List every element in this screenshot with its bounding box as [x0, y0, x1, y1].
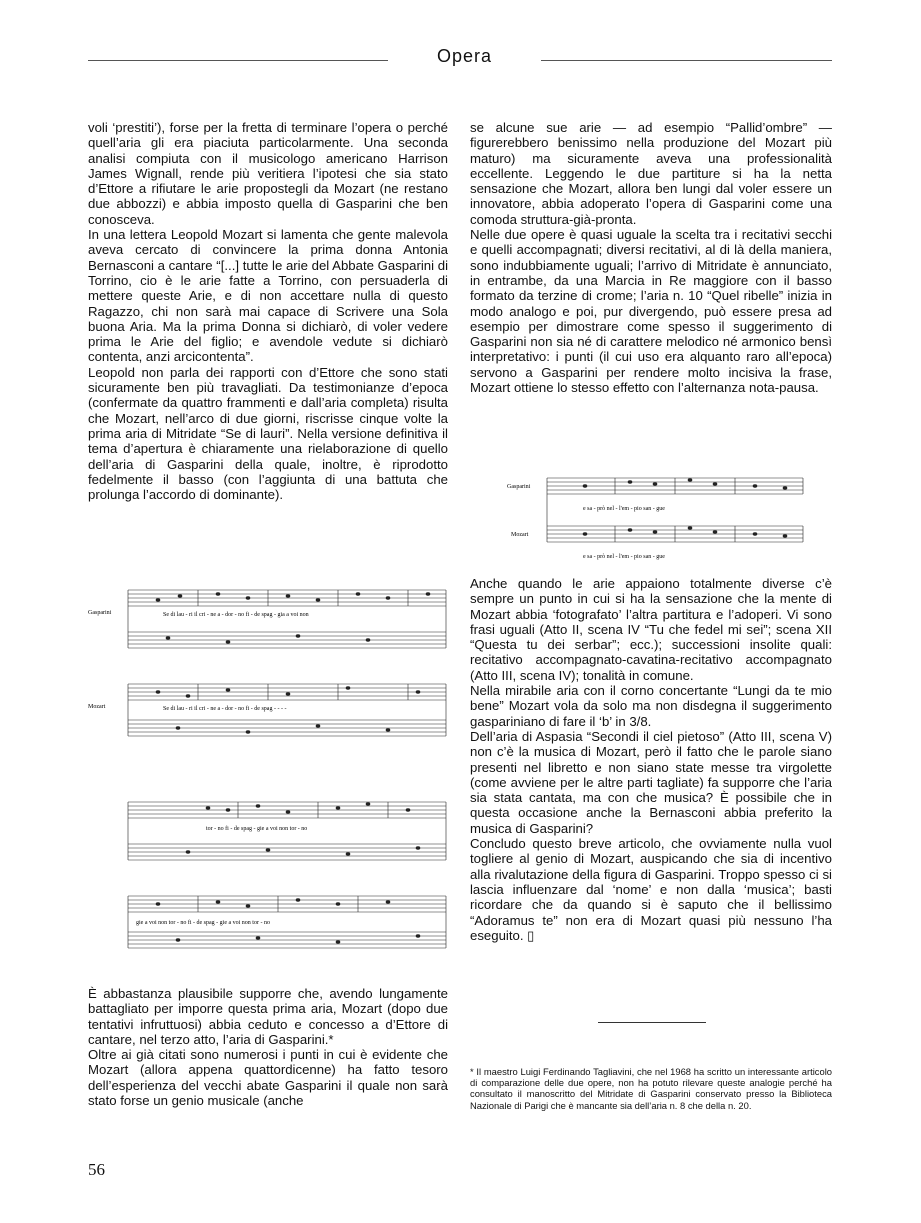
- right-column-bottom-text: [470, 576, 832, 943]
- section-title: Opera: [436, 46, 493, 66]
- right-column-top-text: [470, 120, 832, 395]
- score-lyrics: Se di lau - ri il cri - ne a - dor - no fi - de spag - - - -: [163, 706, 287, 712]
- paragraph: voli ‘prestiti’), forse per la fretta di terminare l’opera o perché quell’aria gli era piaciuta particolarmente. Una seconda analisi compiuta con il musicologo americano Harrison James Wignall, rende più veritiera l’ipotesi che sia stato d’Ettore a rifiutare le arie propostegli da Mozart (ne restano due abbozzi) e abbia imposto quella di Gasparini che ben conosceva.: [88, 120, 448, 227]
- music-score-example-3: [505, 468, 805, 563]
- header-rule-left: [88, 60, 388, 61]
- score-label-mozart: Mozart: [511, 532, 529, 538]
- footnote-divider: [598, 1022, 706, 1023]
- score-lyrics: e sa - prò nel - l'em - pio san - gue: [583, 506, 665, 512]
- paragraph: Nelle due opere è quasi uguale la scelta tra i recitativi secchi e quelli accompagnati; diversi recitativi, al di là della maniera, sono indubbiamente uguali; l’arrivo di Mitridate è annunciato, in entrambe, da una Marcia in Re maggiore con il basso formato da terzine di crome; l’aria n. 10 “Quel ribelle” inizia in modo analogo e poi, pur divergendo, può essere presa ad esempio per dimostrare come spesso il suggerimento di Gasparini non sia né di carattere melodico né armonico bensì interpretativo: i punti (il cui uso era alquanto raro all’epoca) servono a Gasparini per rendere molto incisiva la frase, Mozart ottiene lo stesso effetto con l’alternanza nota-pausa.: [470, 227, 832, 396]
- music-score-example-1: [88, 580, 448, 740]
- page-number: 56: [88, 1160, 105, 1179]
- score-lyrics: e sa - prò nel - l'em - pio san - gue: [583, 554, 665, 560]
- score-label-gasparini: Gasparini: [507, 484, 531, 490]
- paragraph: Anche quando le arie appaiono totalmente diverse c’è sempre un punto in cui si ha la sensazione che la mente di Mozart abbia ‘fotografato’ l’altra partitura e l’adoperi. Vi sono frasi uguali (Atto II, scena IV “Tu che fedel mi sei”; scena XII “Questa tu dei serbar”; ecc.); successioni insolite quali: recitativo accompagnato-cavatina-recitativo accompagnato (Atto III, scena IV); tonalità in comune.: [470, 576, 832, 683]
- staff-lines: [128, 802, 446, 948]
- score-label-gasparini: Gasparini: [88, 610, 112, 616]
- left-column-top-text: [88, 120, 448, 502]
- paragraph: Dell’aria di Aspasia “Secondi il ciel pietoso” (Atto III, scena V) non c’è la musica di Mozart, però il fatto che le parole siano presenti nel libretto e non siano state messe tra virgolette (come avviene per le altre parti tagliate) fa supporre che l’aria sia stata cantata, ma con che musica? È possibile che in questa occasione anche la Bernasconi abbia preferito la musica di Gasparini?: [470, 728, 832, 836]
- paragraph: Nella mirabile aria con il corno concertante “Lungi da te mio bene” Mozart vola da solo ma non disdegna il suggerimento gaspariniano di fare il ‘b’ in 3/8.: [470, 683, 832, 729]
- paragraph: Oltre ai già citati sono numerosi i punti in cui è evidente che Mozart (allora appena quattordicenne) ha fatto tesoro dell’esperienza del vecchi abate Gasparini il quale non sarà stato forse un genio musicale (anche: [88, 1047, 448, 1109]
- paragraph: È abbastanza plausibile supporre che, avendo lungamente battagliato per imporre questa prima aria, Mozart (dopo due tentativi infruttuosi) abbia ceduto e concesso a d’Ettore di cantare, nel terzo atto, l’aria di Gasparini.*: [88, 986, 448, 1047]
- paragraph: Concludo questo breve articolo, che ovviamente nulla vuol togliere al genio di Mozart, auspicando che sia di incentivo alla rivalutazione della figura di Gasparini. Troppo spesso ci si lascia influenzare dal ‘nome’ e non dalla ‘musica’; basti ricordare che da quando si è saputo che il bellissimo “Adoramus te” non era di Mozart quasi più nessuno l’ha eseguito. ▯: [470, 836, 832, 943]
- score-label-mozart: Mozart: [88, 704, 106, 710]
- header-rule-right: [541, 60, 832, 61]
- paragraph: In una lettera Leopold Mozart si lamenta che gente malevola aveva cercato di convincere la prima donna Antonia Bernasconi a cantare “[...] tutte le arie del Abbate Gasparini di Torrino, cio è le arie fatte a Torrino, con persuaderla di mettere queste Arie, e di non accettare nulla di questo Ragazzo, chi non sarà mai capace di Scrivere una Sola buona Aria. Ma la prima Donna si dichiarò, di voler vedere prima le Arie del figlio; e avendole vedute si dichiarò contenta, anzi arcicontenta”.: [88, 227, 448, 365]
- music-score-example-2: [88, 790, 448, 950]
- score-lyrics: tor - no fi - de spag - gie a voi non tor - no: [206, 826, 308, 832]
- score-lyrics: Se di lau - ri il cri - ne a - dor - no fi - de spag - gia a voi non: [163, 612, 309, 618]
- left-column-bottom-text: [88, 986, 448, 1108]
- footnote: * Il maestro Luigi Ferdinando Tagliavini, che nel 1968 ha scritto un interessante articolo di comparazione delle due opere, non ha potuto rilevare queste analogie perché ha consultato il manoscritto del Mitridate di Gasparini conservato presso la Biblioteca Nazionale di Parigi che è mancante sia dell’aria n. 8 che della n. 20.: [470, 1066, 832, 1111]
- score-lyrics: gie a voi non tor - no fi - de spag - gie a voi non tor - no: [136, 920, 270, 926]
- paragraph: Leopold non parla dei rapporti con d’Ettore che sono stati sicuramente ben più travagliati. Da testimonianze d’epoca (confermate da quattro frammenti e dall’aria completa) risulta che Mozart, nell’arco di due giorni, riscrisse cinque volte la prima aria di Mitridate “Se di lauri”. Nella versione definitiva il tema d’apertura è chiaramente una rielaborazione di quello dell’aria di Gasparini della quale, inoltre, è riprodotto fedelmente il basso (con l’aggiunta di una battuta che prolunga l’accordo di dominante).: [88, 364, 448, 503]
- paragraph: se alcune sue arie — ad esempio “Pallid’ombre” — figurerebbero benissimo nella produzione del Mozart più maturo) ma sicuramente aveva una professionalità eccellente. Leggendo le due partiture si ha la netta sensazione che Mozart, allora ben lungi dal voler essere un innovatore, abbia adoperato l’opera di Gasparini come una comoda struttura-già-pronta.: [470, 120, 832, 227]
